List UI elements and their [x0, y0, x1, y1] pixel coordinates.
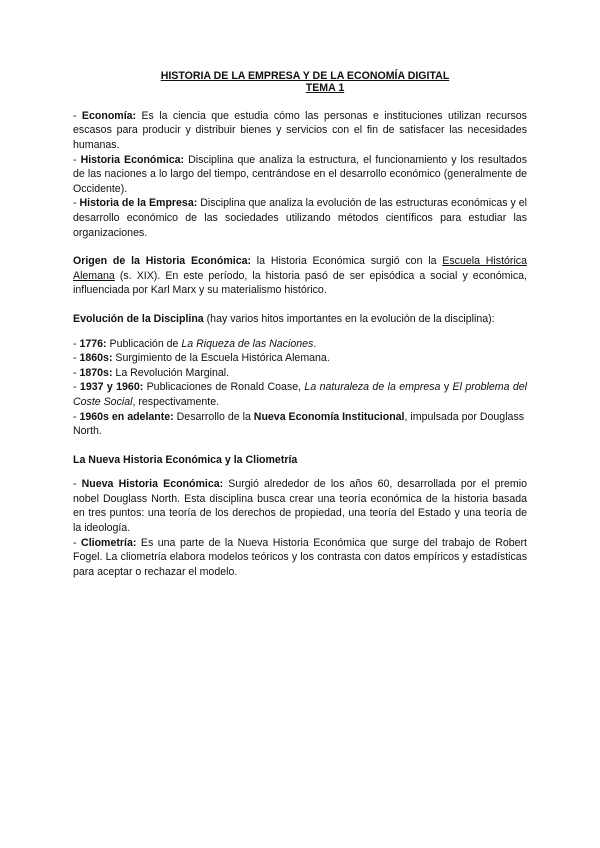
definition-text: Disciplina que analiza la evolución de las estructuras económicas y el desarrollo económico de las sociedades utilizando métodos científicos para estudiar las organizaciones. [73, 197, 528, 239]
definition-term: Historia de la Empresa: [79, 197, 198, 210]
nueva-historia-heading: La Nueva Historia Económica y la Cliometría [73, 453, 298, 466]
cliometria-paragraph: - Cliometría: Es una parte de la Nueva Historia Económica que surge del trabajo de Robert Fogel. La cliometría elabora modelos teóricos y los contrasta con datos empíricos y estadísticas para aceptar o rechazar el modelo. [73, 536, 527, 578]
nueva-section [73, 477, 527, 579]
evolucion-term: Evolución de la Disciplina [73, 312, 204, 325]
definition-term: Historia Económica: [80, 153, 185, 166]
milestone-1776: - 1776: Publicación de La Riqueza de las Naciones. [73, 337, 317, 350]
milestone-1870s: - 1870s: La Revolución Marginal. [73, 366, 230, 379]
definitions-section [73, 109, 527, 240]
milestone-list [73, 337, 527, 439]
document-subtitle: TEMA 1 [305, 82, 345, 95]
definition-term: Economía: [81, 109, 137, 122]
definition-historia-empresa: - Historia de la Empresa: Disciplina que analiza la evolución de las estructuras económicas y el desarrollo económico de las sociedades utilizando métodos científicos para estudiar las organizaciones. [73, 197, 528, 239]
origen-paragraph: Origen de la Historia Económica: la Historia Económica surgió con la Escuela Histórica Alemana (s. XIX). En este período, la historia pasó de ser episódica a social y económica, influenciada por Karl Marx y su materialismo histórico. [73, 255, 527, 297]
definition-historia-economica: - Historia Económica: Disciplina que analiza la estructura, el funcionamiento y los resultados de las naciones a lo largo del tiempo, centrándose en el desarrollo económico (generalmente de Occidente). [73, 153, 527, 195]
milestone-1860s: - 1860s: Surgimiento de la Escuela Histórica Alemana. [73, 352, 330, 365]
origen-term: Origen de la Historia Económica: [73, 255, 251, 268]
document-header [73, 70, 527, 95]
escuela-historica-link: Escuela Histórica Alemana [73, 255, 527, 282]
evolucion-intro: Evolución de la Disciplina (hay varios hitos importantes en la evolución de la disciplina): [73, 312, 495, 325]
nueva-historia-paragraph: - Nueva Historia Económica: Surgió alrededor de los años 60, desarrollada por el premio nobel Douglass North. Esta disciplina busca crear una teoría económica de la historia basada en tres puntos: una teoría de los derechos de propiedad, una teoría del Estado y una teoría de la ideología. [73, 478, 527, 535]
milestone-1960s: - 1960s en adelante: Desarrollo de la Nueva Economía Institucional, impulsada por Douglass North. [73, 410, 525, 438]
definition-economia: - Economía: Es la ciencia que estudia cómo las personas e instituciones utilizan recursos escasos para producir y distribuir bienes y servicios con el fin de satisfacer las necesidades humanas. [73, 109, 527, 151]
milestone-1937-1960: - 1937 y 1960: Publicaciones de Ronald Coase, La naturaleza de la empresa y El problema del Coste Social, respectivamente. [73, 381, 527, 408]
definition-text: Es la ciencia que estudia cómo las personas e instituciones utilizan recursos escasos para producir y distribuir bienes y servicios con el fin de satisfacer las necesidades humanas. [73, 109, 527, 151]
definition-term: Nueva Historia Económica: [81, 478, 224, 491]
document-title: HISTORIA DE LA EMPRESA Y DE LA ECONOMÍA DIGITAL [160, 70, 450, 82]
definition-term: Cliometría: [81, 536, 137, 549]
definition-text: Disciplina que analiza la estructura, el funcionamiento y los resultados de las naciones a lo largo del tiempo, centrándose en el desarrollo económico (generalmente de Occidente). [73, 153, 527, 195]
